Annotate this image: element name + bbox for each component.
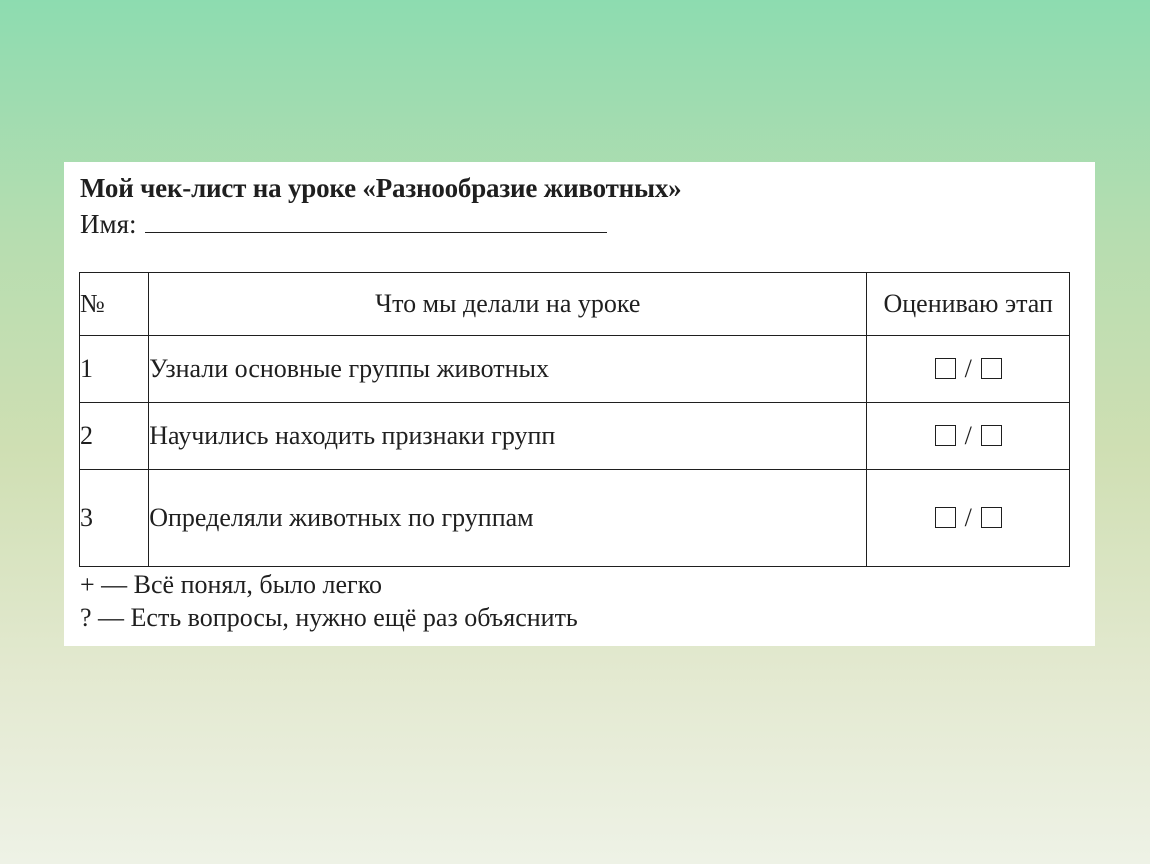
rating-cell <box>867 470 1070 567</box>
table-row <box>80 403 1070 470</box>
rating-slash: / <box>964 503 972 532</box>
rating-slash: / <box>964 421 972 450</box>
table-row <box>80 470 1070 567</box>
legend-plus: + — Всё понял, было легко <box>80 570 383 599</box>
checkbox-plus[interactable] <box>935 507 956 528</box>
checkbox-question[interactable] <box>981 507 1002 528</box>
header-task: Что мы делали на уроке <box>149 273 867 336</box>
checkbox-question[interactable] <box>981 425 1002 446</box>
checklist-sheet <box>64 162 1095 646</box>
row-number: 1 <box>80 336 149 403</box>
legend-question: ? — Есть вопросы, нужно ещё раз объяснить <box>80 603 578 632</box>
row-number: 2 <box>80 403 149 470</box>
row-task: Научились находить признаки групп <box>149 403 867 470</box>
name-label: Имя: <box>80 209 137 239</box>
checklist-title: Мой чек-лист на уроке «Разнообразие животных» <box>80 173 682 203</box>
row-task: Определяли животных по группам <box>149 470 867 567</box>
row-task: Узнали основные группы животных <box>149 336 867 403</box>
checklist-table <box>79 272 1070 567</box>
header-rating: Оцениваю этап <box>867 273 1070 336</box>
name-blank-line[interactable] <box>145 208 607 233</box>
checkbox-question[interactable] <box>981 358 1002 379</box>
checkbox-plus[interactable] <box>935 425 956 446</box>
table-row <box>80 336 1070 403</box>
row-number: 3 <box>80 470 149 567</box>
header-number: № <box>80 273 149 336</box>
table-header-row <box>80 273 1070 336</box>
checkbox-plus[interactable] <box>935 358 956 379</box>
name-row <box>80 208 607 240</box>
rating-slash: / <box>964 354 972 383</box>
rating-cell <box>867 403 1070 470</box>
rating-cell <box>867 336 1070 403</box>
